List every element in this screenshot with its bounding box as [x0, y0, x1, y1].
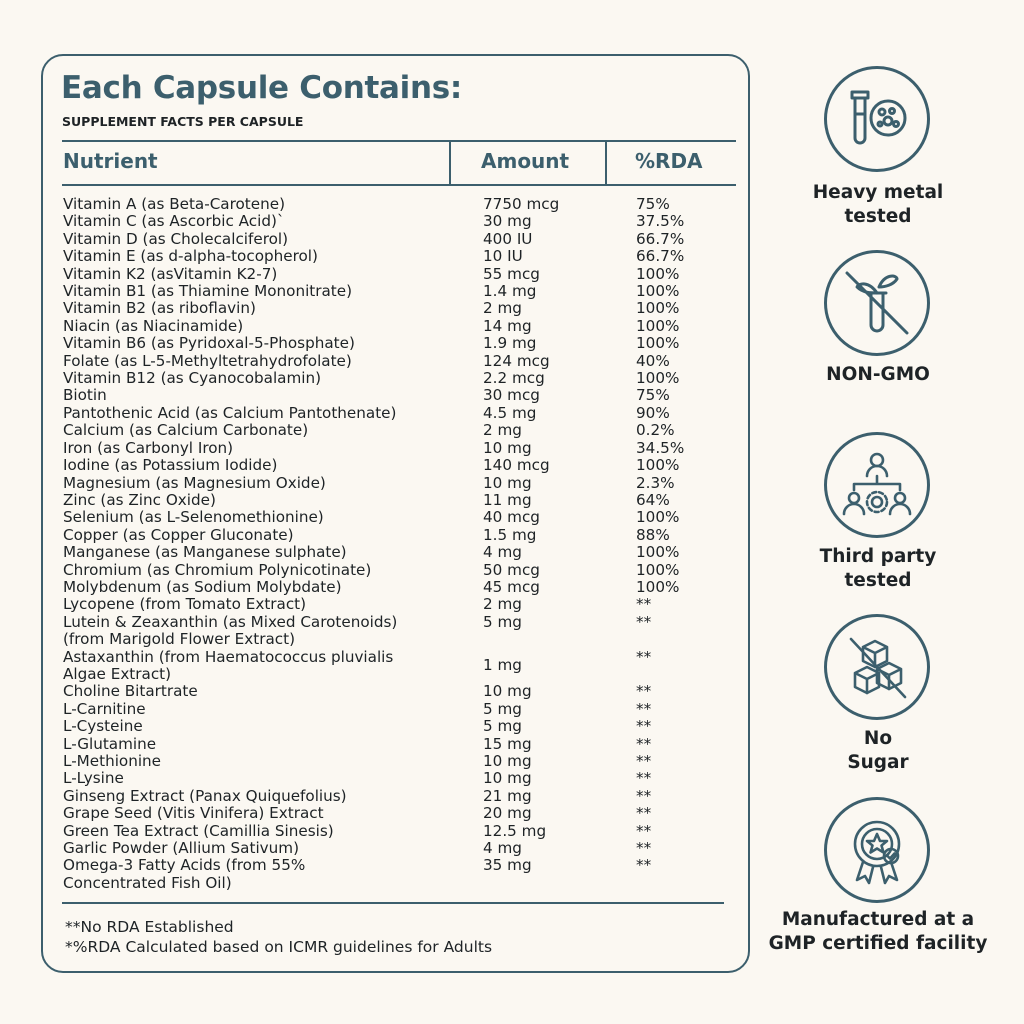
nutrient-amount: 12.5 mg	[483, 821, 547, 840]
table-row	[63, 805, 723, 822]
nutrient-name: Zinc (as Zinc Oxide)	[63, 490, 216, 509]
nutrient-rda: 75%	[636, 195, 670, 213]
table-row	[63, 614, 723, 649]
nutrient-rda: 100%	[636, 543, 680, 562]
table-row	[63, 440, 723, 457]
table-row	[63, 718, 723, 735]
nutrient-rda: 66.7%	[636, 229, 685, 248]
nutrient-name: Lycopene (from Tomato Extract)	[63, 595, 307, 614]
nutrient-rda: **	[636, 734, 652, 753]
nutrient-rda: **	[636, 804, 652, 823]
nutrient-name: Vitamin K2 (asVitamin K2-7)	[63, 264, 278, 283]
nutrient-rda: 64%	[636, 490, 670, 509]
footnote-icmr: *%RDA Calculated based on ICMR guidelines for Adults	[65, 938, 493, 956]
heavy-metal-badge	[824, 66, 930, 172]
no-sugar-cubes-icon	[837, 627, 917, 707]
table-row	[63, 788, 723, 805]
nutrient-amount: 5 mg	[483, 699, 522, 718]
nutrient-table-body	[63, 196, 723, 892]
nutrient-amount: 10 mg	[483, 752, 532, 770]
nutrient-name: Pantothenic Acid (as Calcium Pantothenate)	[63, 403, 397, 422]
nutrient-amount: 35 mg	[483, 856, 532, 875]
table-row	[63, 266, 723, 283]
nutrient-name: Astaxanthin (from Haematococcus pluvialis Algae Extract)	[63, 647, 394, 683]
nutrient-amount: 2.2 mcg	[483, 369, 545, 388]
nutrient-amount: 2 mg	[483, 595, 522, 614]
nutrient-name: Vitamin D (as Cholecalciferol)	[63, 229, 289, 248]
nutrient-name: L-Cysteine	[63, 717, 143, 736]
nutrient-name: Calcium (as Calcium Carbonate)	[63, 421, 309, 440]
nutrient-name: L-Carnitine	[63, 699, 146, 718]
table-row	[63, 457, 723, 474]
third-party-badge	[824, 432, 930, 538]
nutrient-rda: 100%	[636, 577, 680, 596]
nutrient-rda: 34.5%	[636, 438, 685, 457]
nutrient-name: Vitamin B12 (as Cyanocobalamin)	[63, 369, 322, 388]
table-row	[63, 475, 723, 492]
gmp-badge	[824, 797, 930, 903]
nutrient-name: Chromium (as Chromium Polynicotinate)	[63, 560, 372, 579]
table-row	[63, 509, 723, 526]
badge-label-non-gmo: NON-GMO	[826, 364, 930, 385]
table-row	[63, 596, 723, 613]
nutrient-amount: 45 mcg	[483, 577, 540, 596]
nutrient-name: Lutein & Zeaxanthin (as Mixed Carotenoids) (from Marigold Flower Extract)	[63, 612, 398, 649]
nutrient-amount: 7750 mcg	[483, 195, 560, 213]
nutrient-amount: 11 mg	[483, 490, 532, 509]
nutrient-rda: 90%	[636, 403, 670, 422]
nutrient-name: Manganese (as Manganese sulphate)	[63, 543, 347, 562]
nutrient-rda: 100%	[636, 264, 680, 283]
table-row	[63, 683, 723, 700]
table-row	[63, 492, 723, 509]
table-row	[63, 283, 723, 300]
nutrient-amount: 15 mg	[483, 734, 532, 753]
table-row	[63, 823, 723, 840]
column-header-nutrient: Nutrient	[63, 149, 158, 173]
third-party-team-icon	[840, 448, 914, 522]
table-row	[63, 387, 723, 404]
table-row	[63, 318, 723, 335]
nutrient-name: Iron (as Carbonyl Iron)	[63, 438, 234, 457]
nutrient-name: L-Methionine	[63, 752, 162, 770]
nutrient-amount: 10 mg	[483, 682, 532, 701]
nutrient-rda: 100%	[636, 369, 680, 388]
nutrient-name: Omega-3 Fatty Acids (from 55% Concentrated Fish Oil)	[63, 856, 306, 892]
nutrient-rda: **	[636, 717, 652, 736]
table-row	[63, 649, 723, 684]
table-row	[63, 213, 723, 230]
nutrient-amount: 124 mcg	[483, 351, 550, 370]
gmp-certified-medal-icon	[839, 812, 915, 888]
table-row	[63, 562, 723, 579]
no-sugar-badge	[824, 614, 930, 720]
nutrient-amount: 2 mg	[483, 299, 522, 318]
table-row	[63, 370, 723, 387]
header-bottom-rule	[62, 184, 736, 186]
nutrient-rda: **	[636, 699, 652, 718]
nutrient-rda: 37.5%	[636, 212, 685, 231]
nutrient-rda: **	[636, 612, 652, 631]
nutrient-amount: 1.4 mg	[483, 282, 537, 301]
nutrient-name: Vitamin B6 (as Pyridoxal-5-Phosphate)	[63, 334, 355, 353]
nutrient-amount: 1.9 mg	[483, 334, 537, 353]
nutrient-rda: 100%	[636, 456, 680, 475]
non-gmo-plant-icon	[837, 263, 917, 343]
nutrient-name: Green Tea Extract (Camillia Sinesis)	[63, 821, 334, 840]
nutrient-name: L-Lysine	[63, 769, 124, 788]
table-row	[63, 701, 723, 718]
table-row	[63, 422, 723, 439]
table-row	[63, 840, 723, 857]
nutrient-rda: 0.2%	[636, 421, 675, 440]
nutrient-rda: 100%	[636, 334, 680, 353]
nutrient-amount: 14 mg	[483, 316, 532, 335]
nutrient-rda: 100%	[636, 560, 680, 579]
column-divider-2	[605, 140, 607, 186]
nutrient-name: Vitamin B1 (as Thiamine Mononitrate)	[63, 282, 353, 301]
nutrient-rda: **	[636, 821, 652, 840]
nutrient-rda: 75%	[636, 386, 670, 405]
nutrient-name: Iodine (as Potassium Iodide)	[63, 456, 278, 475]
table-row	[63, 770, 723, 787]
nutrient-amount: 4 mg	[483, 839, 522, 858]
table-row	[63, 335, 723, 352]
badge-label-gmp: Manufactured at a GMP certified facility	[768, 909, 988, 954]
table-row	[63, 736, 723, 753]
nutrient-amount: 20 mg	[483, 804, 532, 823]
nutrient-rda: 100%	[636, 316, 680, 335]
table-row	[63, 527, 723, 544]
nutrient-rda: **	[636, 856, 652, 875]
nutrient-rda: **	[636, 786, 652, 805]
nutrient-amount: 5 mg	[483, 717, 522, 736]
nutrient-name: Vitamin A (as Beta-Carotene)	[63, 195, 286, 213]
table-row	[63, 353, 723, 370]
column-header-rda: %RDA	[635, 149, 703, 173]
nutrient-amount: 10 mg	[483, 438, 532, 457]
column-header-amount: Amount	[481, 149, 570, 173]
nutrient-name: Vitamin E (as d-alpha-tocopherol)	[63, 247, 318, 266]
nutrient-amount: 10 mg	[483, 769, 532, 788]
nutrient-amount: 2 mg	[483, 421, 522, 440]
nutrient-name: Niacin (as Niacinamide)	[63, 316, 244, 335]
nutrient-amount: 4 mg	[483, 543, 522, 562]
nutrient-amount: 30 mg	[483, 212, 532, 231]
table-row	[63, 231, 723, 248]
table-row	[63, 248, 723, 265]
nutrient-name: L-Glutamine	[63, 734, 157, 753]
nutrient-rda: **	[636, 752, 652, 770]
panel-subtitle: SUPPLEMENT FACTS PER CAPSULE	[62, 114, 304, 129]
nutrient-amount: 55 mcg	[483, 264, 540, 283]
nutrient-rda: **	[636, 839, 652, 858]
nutrient-amount: 21 mg	[483, 786, 532, 805]
nutrient-rda: 100%	[636, 299, 680, 318]
nutrient-amount: 1 mg	[483, 655, 522, 674]
table-row	[63, 579, 723, 596]
badge-label-no-sugar: No Sugar	[847, 728, 909, 773]
nutrient-amount: 1.5 mg	[483, 525, 537, 544]
nutrient-name: Magnesium (as Magnesium Oxide)	[63, 473, 326, 492]
nutrient-name: Copper (as Copper Gluconate)	[63, 525, 294, 544]
nutrient-name: Selenium (as L-Selenomethionine)	[63, 508, 324, 527]
column-divider-1	[449, 140, 451, 186]
nutrient-amount: 140 mcg	[483, 456, 550, 475]
nutrient-rda: 2.3%	[636, 473, 675, 492]
nutrient-name: Vitamin B2 (as riboflavin)	[63, 299, 256, 318]
table-row	[63, 196, 723, 213]
nutrient-name: Ginseng Extract (Panax Quiquefolius)	[63, 786, 347, 805]
table-row	[63, 405, 723, 422]
footer-rule	[62, 902, 724, 904]
nutrient-amount: 10 IU	[483, 247, 523, 266]
non-gmo-badge	[824, 250, 930, 356]
table-row	[63, 857, 723, 892]
badge-label-heavy-metal: Heavy metal tested	[812, 182, 944, 227]
nutrient-amount: 4.5 mg	[483, 403, 537, 422]
nutrient-amount: 5 mg	[483, 612, 522, 631]
nutrient-amount: 400 IU	[483, 229, 533, 248]
test-tube-microscope-icon	[842, 84, 912, 154]
table-row	[63, 544, 723, 561]
nutrient-name: Grape Seed (Vitis Vinifera) Extract	[63, 804, 324, 823]
nutrient-amount: 40 mcg	[483, 508, 540, 527]
nutrient-name: Biotin	[63, 386, 107, 405]
nutrient-rda: 40%	[636, 351, 670, 370]
badge-label-third-party: Third party tested	[819, 546, 937, 591]
table-row	[63, 300, 723, 317]
header-top-rule	[62, 140, 736, 142]
nutrient-amount: 50 mcg	[483, 560, 540, 579]
nutrient-rda: **	[636, 769, 652, 788]
supplement-facts-panel	[41, 54, 750, 973]
nutrient-rda: 66.7%	[636, 247, 685, 266]
footnote-no-rda: **No RDA Established	[65, 918, 234, 936]
nutrient-rda: **	[636, 647, 652, 666]
panel-title: Each Capsule Contains:	[61, 70, 462, 106]
nutrient-name: Molybdenum (as Sodium Molybdate)	[63, 577, 342, 596]
nutrient-rda: 100%	[636, 508, 680, 527]
table-row	[63, 753, 723, 770]
nutrient-name: Vitamin C (as Ascorbic Acid)`	[63, 212, 285, 231]
nutrient-rda: **	[636, 682, 652, 701]
nutrient-name: Choline Bitartrate	[63, 682, 198, 701]
nutrient-name: Folate (as L-5-Methyltetrahydrofolate)	[63, 351, 352, 370]
nutrient-rda: **	[636, 595, 652, 614]
nutrient-rda: 88%	[636, 525, 670, 544]
nutrient-amount: 30 mcg	[483, 386, 540, 405]
nutrient-rda: 100%	[636, 282, 680, 301]
nutrient-amount: 10 mg	[483, 473, 532, 492]
nutrient-name: Garlic Powder (Allium Sativum)	[63, 839, 299, 858]
